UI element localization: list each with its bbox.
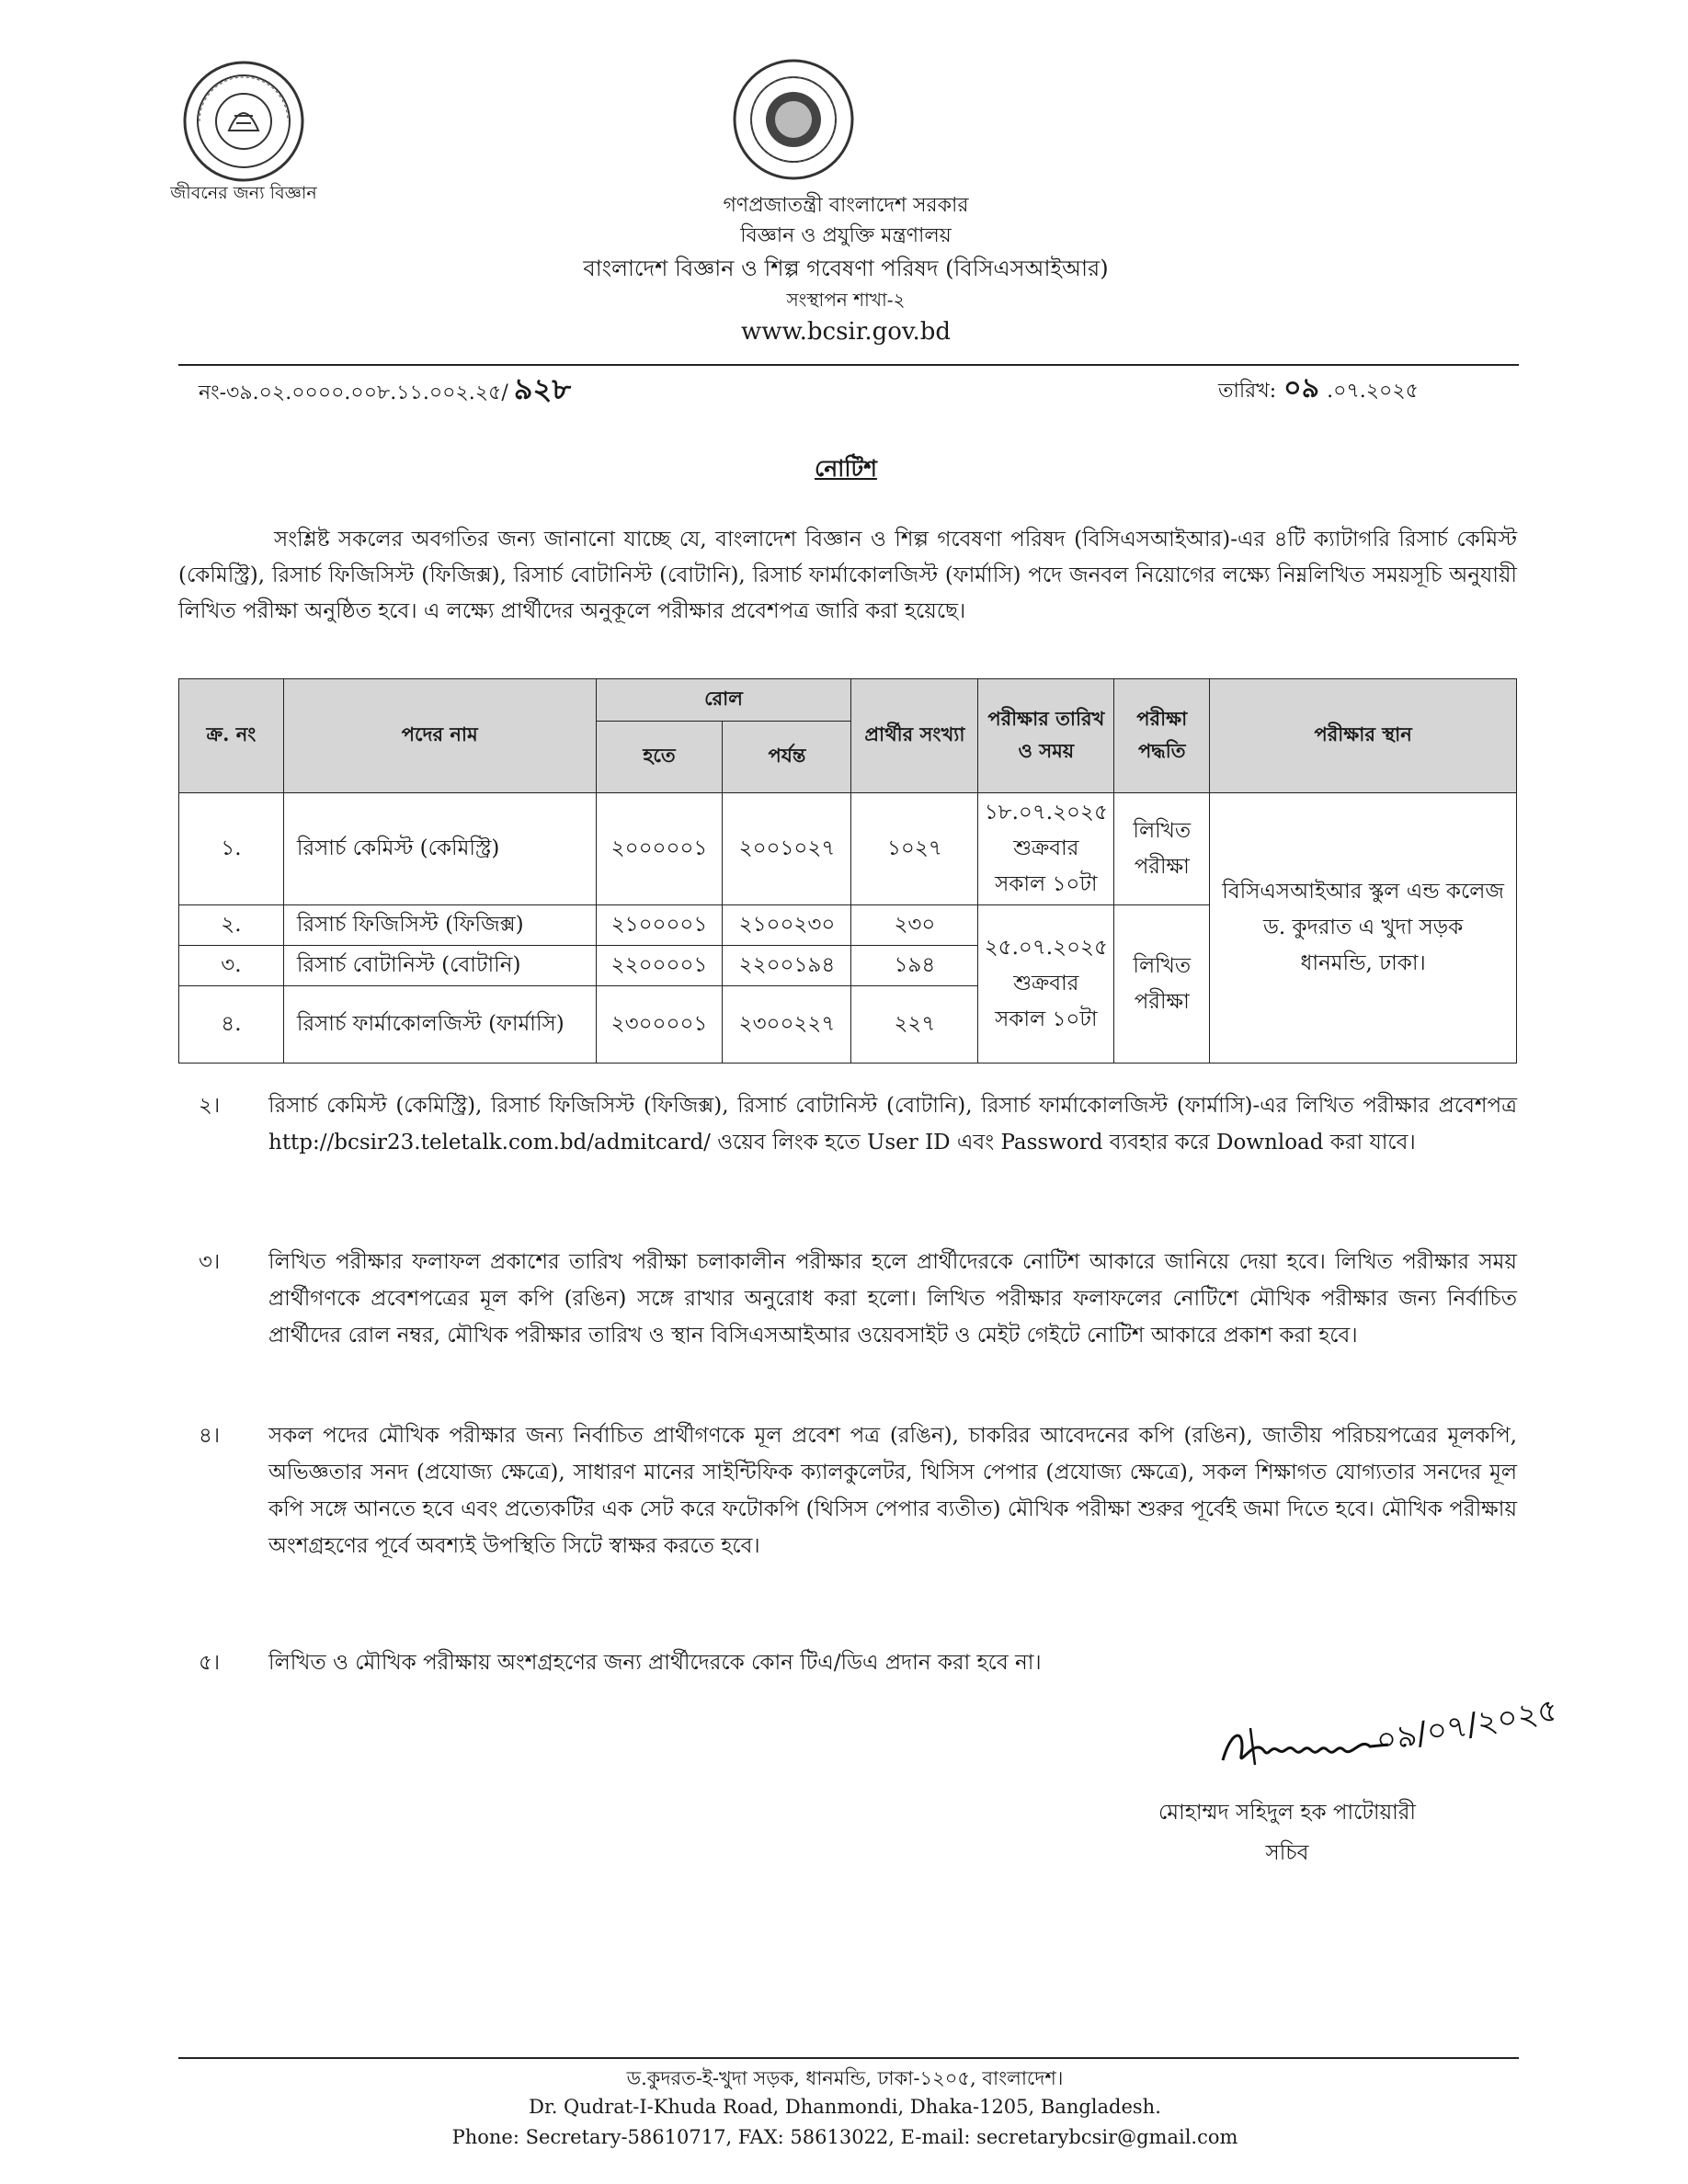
paragraph-text: লিখিত ও মৌখিক পরীক্ষায় অংশগ্রহণের জন্য প্রার্থীদেরকে কোন টিএ/ডিএ প্রদান করা হবে না। [268, 1651, 1042, 1675]
reference-number [199, 366, 571, 415]
motto: জীবনের জন্য বিজ্ঞান [170, 183, 317, 203]
schedule-2 [978, 905, 1114, 1064]
row-roll-to: ২২০০১৯৪ [723, 946, 851, 986]
row-post: রিসার্চ কেমিস্ট (কেমিস্ট্রি) [283, 793, 596, 905]
issue-date [1218, 366, 1419, 413]
signature-date [1370, 1691, 1561, 1797]
row-roll-from: ২০০০০০১ [596, 793, 723, 905]
table-row [179, 793, 1517, 905]
schedule-2-time: সকাল ১০টা [995, 1007, 1098, 1031]
reference-prefix: নং-৩৯.০২.০০০০.০০৮.১১.০০২.২৫/ [199, 381, 508, 404]
branch-name: সংস্থাপন শাখা-২ [786, 289, 906, 311]
footer-address-bn: ড.কুদরত-ই-খুদা সড়ক, ধানমন্ডি, ঢাকা-১২০৫, বাংলাদেশ। [626, 2067, 1064, 2089]
government-seal [731, 57, 856, 182]
venue-line1: বিসিএসআইআর স্কুল এন্ড কলেজ [1222, 880, 1504, 904]
row-roll-from: ২১০০০০১ [596, 905, 723, 946]
venue-line3: ধানমন্ডি, ঢাকা। [1300, 951, 1426, 975]
paragraph-number: ৪। [199, 1424, 221, 1448]
paragraph-4 [178, 1417, 1517, 1564]
reference-handwritten: ৯২৮ [513, 371, 572, 406]
row-post: রিসার্চ ফিজিসিস্ট (ফিজিক্স) [283, 905, 596, 946]
row-roll-to: ২৩০০২২৭ [723, 986, 851, 1064]
row-roll-to: ২১০০২৩০ [723, 905, 851, 946]
bcsir-logo [181, 59, 306, 184]
signer-name: মোহাম্মদ সহিদুল হক পাটোয়ারী [1158, 1801, 1417, 1825]
paragraph-2 [178, 1087, 1517, 1161]
method-1: লিখিত পরীক্ষা [1114, 793, 1210, 905]
header-roll: রোল [596, 679, 851, 722]
row-count: ১০২৭ [851, 793, 978, 905]
header-venue: পরীক্ষার স্থান [1210, 679, 1517, 793]
signature-date-text: ০৯/০৭/২০২৫ [1373, 1691, 1561, 1760]
paragraph-3 [178, 1244, 1517, 1354]
ministry-name: বিজ্ঞান ও প্রযুক্তি মন্ত্রণালয় [740, 224, 952, 247]
schedule-2-day: শুক্রবার [1013, 972, 1079, 995]
footer-divider [178, 2057, 1519, 2059]
header-count: প্রার্থীর সংখ্যা [851, 679, 978, 793]
header-post: পদের নাম [283, 679, 596, 793]
date-rest: .০৭.২০২৫ [1327, 380, 1419, 403]
row-count: ২৩০ [851, 905, 978, 946]
footer-address-en: Dr. Qudrat-I-Khuda Road, Dhanmondi, Dhaka-1205, Bangladesh. [529, 2096, 1161, 2118]
row-post: রিসার্চ বোটানিস্ট (বোটানি) [283, 946, 596, 986]
header-datetime: পরীক্ষার তারিখ ও সময় [978, 679, 1114, 793]
council-name: বাংলাদেশ বিজ্ঞান ও শিল্প গবেষণা পরিষদ (বিসিএসআইআর) [583, 256, 1109, 281]
row-serial: ২. [179, 905, 284, 946]
date-label: তারিখ: [1218, 380, 1277, 403]
intro-paragraph: সংশ্লিষ্ট সকলের অবগতির জন্য জানানো যাচ্ছে যে, বাংলাদেশ বিজ্ঞান ও শিল্প গবেষণা পরিষদ (বিসিএসআইআর)-এর ৪টি ক্যাটাগরি রিসার্চ কেমিস্ট (কেমিস্ট্রি), রিসার্চ ফিজিসিস্ট (ফিজিক্স), রিসার্চ বোটানিস্ট (বোটানি), রিসার্চ ফার্মাকোলজিস্ট (ফার্মাসি) পদে জনবল নিয়োগের লক্ষ্যে নিম্নলিখিত সময়সূচি অনুযায়ী লিখিত পরীক্ষা অনুষ্ঠিত হবে। এ লক্ষ্যে প্রার্থীদের অনুকূলে পরীক্ষার প্রবেশপত্র জারি করা হয়েছে। [178, 528, 1517, 623]
government-name: গণপ্রজাতন্ত্রী বাংলাদেশ সরকার [723, 194, 969, 217]
row-serial: ১. [179, 793, 284, 905]
row-roll-from: ২২০০০০১ [596, 946, 723, 986]
row-count: ১৯৪ [851, 946, 978, 986]
website: www.bcsir.gov.bd [740, 318, 952, 346]
header-serial: ক্র. নং [179, 679, 284, 793]
exam-schedule-table [178, 678, 1517, 1064]
footer-contact: Phone: Secretary-58610717, FAX: 58613022, E-mail: secretarybcsir@gmail.com [451, 2126, 1238, 2148]
row-count: ২২৭ [851, 986, 978, 1064]
schedule-1 [978, 793, 1114, 905]
paragraph-text: লিখিত পরীক্ষার ফলাফল প্রকাশের তারিখ পরীক্ষা চলাকালীন পরীক্ষার হলে প্রার্থীদেরকে নোটিশ আকারে জানিয়ে দেয়া হবে। লিখিত পরীক্ষার সময় প্রার্থীগণকে প্রবেশপত্রের মূল কপি (রঙিন) সঙ্গে রাখার অনুরোধ করা হলো। লিখিত পরীক্ষার ফলাফলের নোটিশে মৌখিক পরীক্ষার জন্য নির্বাচিত প্রার্থীদের রোল নম্বর, মৌখিক পরীক্ষার তারিখ ও স্থান বিসিএসআইআর ওয়েবসাইট ও মেইট গেইটে নোটিশ আকারে প্রকাশ করা হবে। [268, 1250, 1517, 1348]
signer-block [1048, 1792, 1526, 1873]
row-roll-to: ২০০১০২৭ [723, 793, 851, 905]
schedule-2-date: ২৫.০৭.২০২৫ [984, 936, 1108, 960]
header-roll-from: হতে [596, 722, 723, 793]
venue-line2: ড. কুদরাত এ খুদা সড়ক [1262, 916, 1464, 939]
date-day-handwritten: ০৯ [1283, 372, 1320, 404]
exam-venue [1210, 793, 1517, 1064]
method-2: লিখিত পরীক্ষা [1114, 905, 1210, 1064]
row-serial: ৩. [179, 946, 284, 986]
signer-designation: সচিব [1265, 1841, 1309, 1865]
row-post: রিসার্চ ফার্মাকোলজিস্ট (ফার্মাসি) [283, 986, 596, 1064]
row-roll-from: ২৩০০০০১ [596, 986, 723, 1064]
schedule-1-date: ১৮.০৭.২০২৫ [984, 801, 1108, 825]
paragraph-text: রিসার্চ কেমিস্ট (কেমিস্ট্রি), রিসার্চ ফিজিসিস্ট (ফিজিক্স), রিসার্চ বোটানিস্ট (বোটানি), রিসার্চ ফার্মাকোলজিস্ট (ফার্মাসি)-এর লিখিত পরীক্ষার প্রবেশপত্র http://bcsir23.teletalk.com.bd/admitcard/ ওয়েব লিংক হতে User ID এবং Password ব্যবহার করে Download করা যাবে। [268, 1094, 1517, 1155]
paragraph-number: ৫। [199, 1651, 221, 1675]
header-roll-to: পর্যন্ত [723, 722, 851, 793]
row-serial: ৪. [179, 986, 284, 1064]
paragraph-5 [178, 1644, 1517, 1681]
notice-title: নোটিশ [815, 455, 877, 482]
paragraph-text: সকল পদের মৌখিক পরীক্ষার জন্য নির্বাচিত প্রার্থীগণকে মূল প্রবেশ পত্র (রঙিন), চাকরির আবেদনের কপি (রঙিন), জাতীয় পরিচয়পত্রের মূলকপি, অভিজ্ঞতার সনদ (প্রযোজ্য ক্ষেত্রে), সাধারণ মানের সাইন্টিফিক ক্যালকুলেটর, থিসিস পেপার (প্রযোজ্য ক্ষেত্রে), সকল শিক্ষাগত যোগ্যতার সনদের মূল কপি সঙ্গে আনতে হবে এবং প্রত্যেকটির এক সেট করে ফটোকপি (থিসিস পেপার ব্যতীত) মৌখিক পরীক্ষা শুরুর পূর্বেই জমা দিতে হবে। মৌখিক পরীক্ষায় অংশগ্রহণের পূর্বে অবশ্যই উপস্থিতি সিটে স্বাক্ষর করতে হবে। [268, 1424, 1517, 1558]
schedule-1-day: শুক্রবার [1013, 836, 1079, 860]
header-method: পরীক্ষা পদ্ধতি [1114, 679, 1210, 793]
schedule-1-time: সকাল ১০টা [995, 872, 1098, 896]
paragraph-number: ২। [199, 1094, 221, 1118]
paragraph-number: ৩। [199, 1250, 221, 1274]
